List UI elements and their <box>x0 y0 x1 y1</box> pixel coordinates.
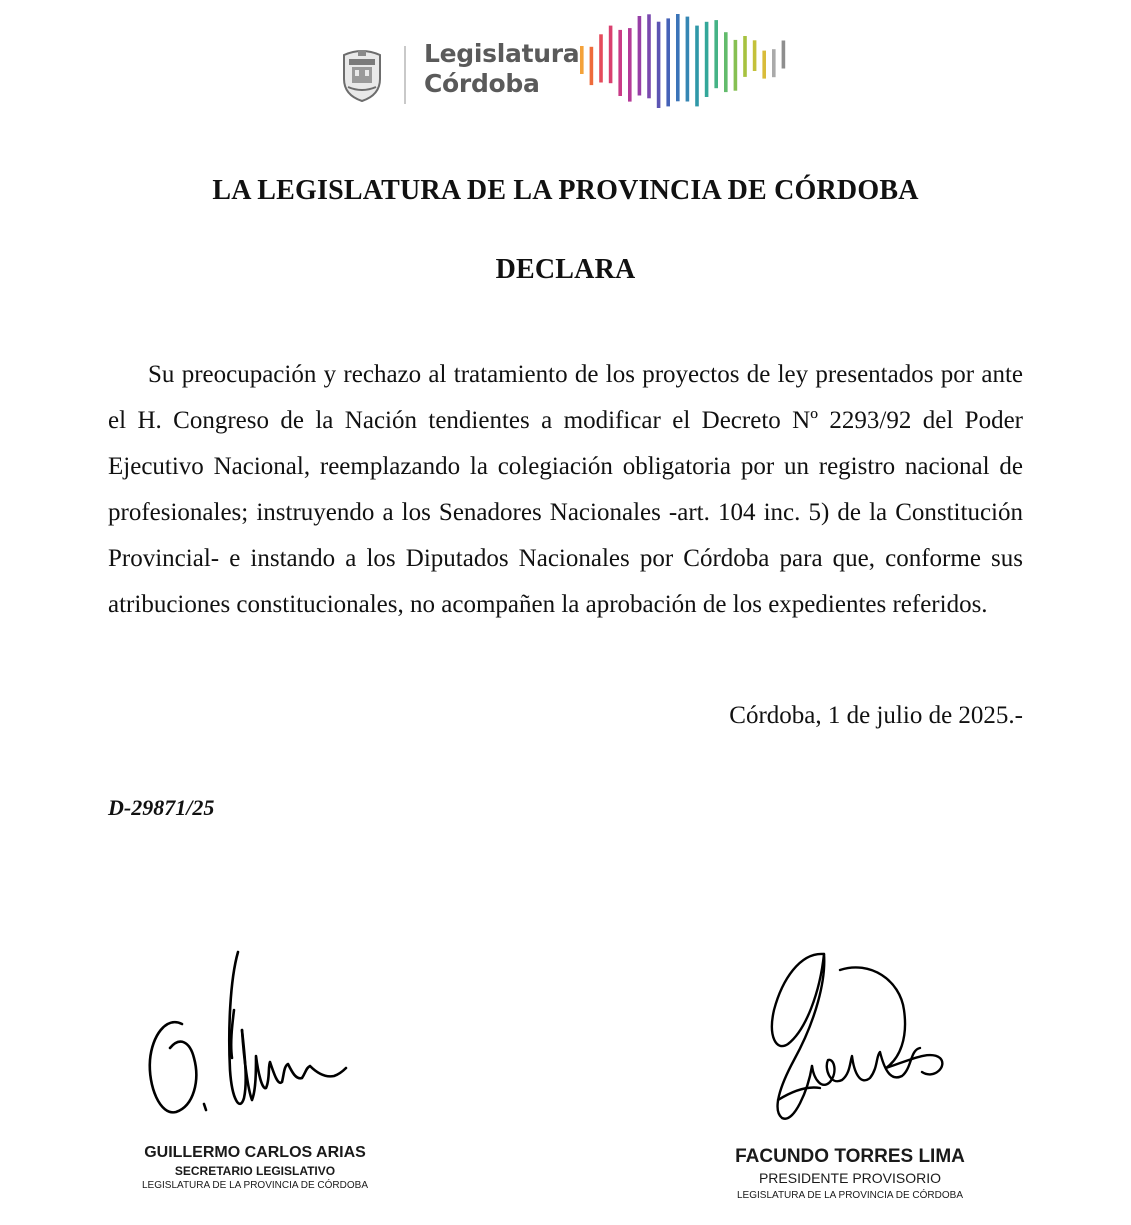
logo-bar <box>782 41 786 69</box>
logo-line-1: Legislatura <box>424 39 580 68</box>
logo-bar <box>599 34 603 82</box>
logo-bar <box>657 22 661 108</box>
logo-divider <box>404 46 406 104</box>
logo-bar <box>686 17 690 102</box>
file-number: D-29871/25 <box>108 795 215 820</box>
signature-block-left <box>110 940 400 1210</box>
logo-bar <box>695 26 699 107</box>
legislatura-logo <box>338 12 798 108</box>
document-subtitle: DECLARA <box>495 254 636 285</box>
handwritten-signature-left <box>110 940 400 1140</box>
signatory-role: PRESIDENTE PROVISORIO <box>758 1170 942 1186</box>
signatory-org: LEGISLATURA DE LA PROVINCIA DE CÓRDOBA <box>737 1190 963 1201</box>
logo-bar <box>638 16 642 96</box>
logo-bars-graphic <box>578 12 793 108</box>
logo-bar <box>772 49 776 77</box>
logo-bar <box>762 51 766 79</box>
signatory-name: GUILLERMO CARLOS ARIAS <box>144 1144 366 1161</box>
logo-bar <box>705 22 709 97</box>
logo-bar <box>647 14 651 98</box>
logo-bar <box>714 20 718 88</box>
logo-bar <box>580 46 584 74</box>
document-title: LA LEGISLATURA DE LA PROVINCIA DE CÓRDOBA <box>212 175 919 206</box>
logo-bar <box>676 14 680 101</box>
handwritten-signature-right <box>690 940 1010 1140</box>
logo-wordmark <box>424 39 579 99</box>
logo-line-2: Córdoba <box>424 69 540 98</box>
crest-icon <box>340 47 384 103</box>
logo-bar <box>724 32 728 92</box>
logo-bar <box>666 18 670 106</box>
logo-bar <box>753 40 757 71</box>
signatory-org: LEGISLATURA DE LA PROVINCIA DE CÓRDOBA <box>142 1180 368 1191</box>
declaration-body: Su preocupación y rechazo al tratamiento de los proyectos de ley presentados por ante el H. Congreso de la Nación tendientes a modificar el Decreto Nº 2293/92 del Poder Ejecutivo Nacional, reemplazando la colegiación obligatoria por un registro nacional de profesionales; instruyendo a los Senadores Nacionales -art. 104 inc. 5) de la Constitución Provincial- e instando a los Diputados Nacionales por Córdoba para que, conforme sus atribuciones constitucionales, no acompañen la aprobación de los expedientes referidos. <box>108 361 1023 618</box>
logo-bar <box>743 36 747 77</box>
logo-bar <box>734 40 738 91</box>
signature-block-right <box>690 940 1010 1210</box>
signatory-name: FACUNDO TORRES LIMA <box>735 1146 965 1167</box>
signatory-role: SECRETARIO LEGISLATIVO <box>174 1164 336 1178</box>
logo-bar <box>609 26 613 84</box>
logo-bar <box>590 47 594 85</box>
logo-bar <box>628 28 632 102</box>
date-line: Córdoba, 1 de julio de 2025.- <box>729 702 1023 729</box>
logo-bar <box>618 30 622 96</box>
